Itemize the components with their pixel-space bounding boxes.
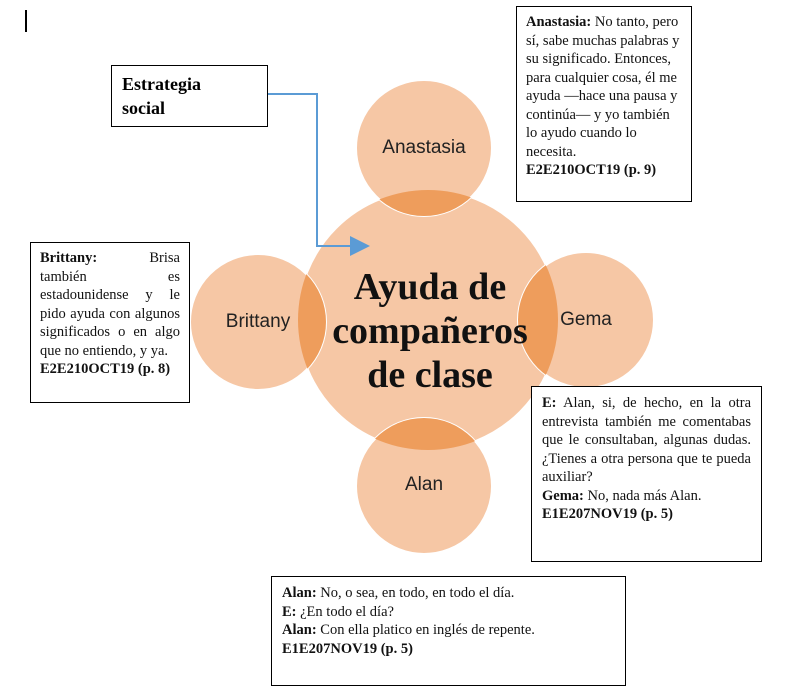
speaker-brittany: Brittany: <box>40 250 98 266</box>
quote-text-alan-1: No, o sea, en todo, en todo el día. <box>320 585 515 601</box>
quote-text-gema-question: Alan, si, de hecho, en la otra entrevista también me comentabas que le consultaban, algunas dudas. ¿Tienes a otra persona que te pueda auxiliar? <box>542 395 752 486</box>
quote-box-anastasia <box>516 6 692 202</box>
strategy-line2: social <box>122 98 165 119</box>
strategy-line1: Estrategia <box>122 74 201 94</box>
center-title <box>330 265 530 397</box>
citation-code-anastasia: E2E210OCT19 (p. 9) <box>526 162 657 179</box>
quote-text-brittany: Brisa también es estadounidense y le pido ayuda con algunos significados o en algo que no entiendo, y ya. <box>40 250 180 359</box>
speaker-anastasia: Anastasia: <box>526 14 592 30</box>
citation-code-gema: E1E207NOV19 (p. 5) <box>542 506 673 523</box>
quote-box-gema <box>531 386 762 562</box>
center-title-line3: de clase <box>367 354 493 397</box>
quote-box-alan <box>271 576 626 686</box>
speaker-alan-2: Alan: <box>282 622 317 639</box>
quote-text-gema-answer: No, nada más Alan. <box>587 487 702 504</box>
peer-label-left: Brittany <box>225 311 291 332</box>
peer-label-top: Anastasia <box>382 137 466 158</box>
speaker-e-gema: E: <box>542 395 557 411</box>
center-title-line2: compañeros <box>332 310 528 353</box>
peer-label-bottom: Alan <box>404 474 444 495</box>
strategy-box <box>111 65 268 127</box>
peer-label-right: Gema <box>560 309 612 330</box>
speaker-e-alan: E: <box>282 603 297 620</box>
quote-text-alan-3: Con ella platico en inglés de repente. <box>320 622 535 639</box>
citation-code-alan: E1E207NOV19 (p. 5) <box>282 640 413 657</box>
citation-code-brittany: E2E210OCT19 (p. 8) <box>40 361 171 378</box>
quote-text-anastasia: No tanto, pero sí, sabe muchas palabras y su significado. Entonces, para cualquier cosa, él me ayuda —hace una pausa y continúa— y yo también lo ayudo cuando lo necesita. <box>526 14 680 160</box>
speaker-gema: Gema: <box>542 487 584 504</box>
speaker-alan-1: Alan: <box>282 585 317 601</box>
quote-text-alan-2: ¿En todo el día? <box>300 603 394 620</box>
quote-box-brittany <box>30 242 190 403</box>
center-title-line1: Ayuda de <box>353 266 507 308</box>
